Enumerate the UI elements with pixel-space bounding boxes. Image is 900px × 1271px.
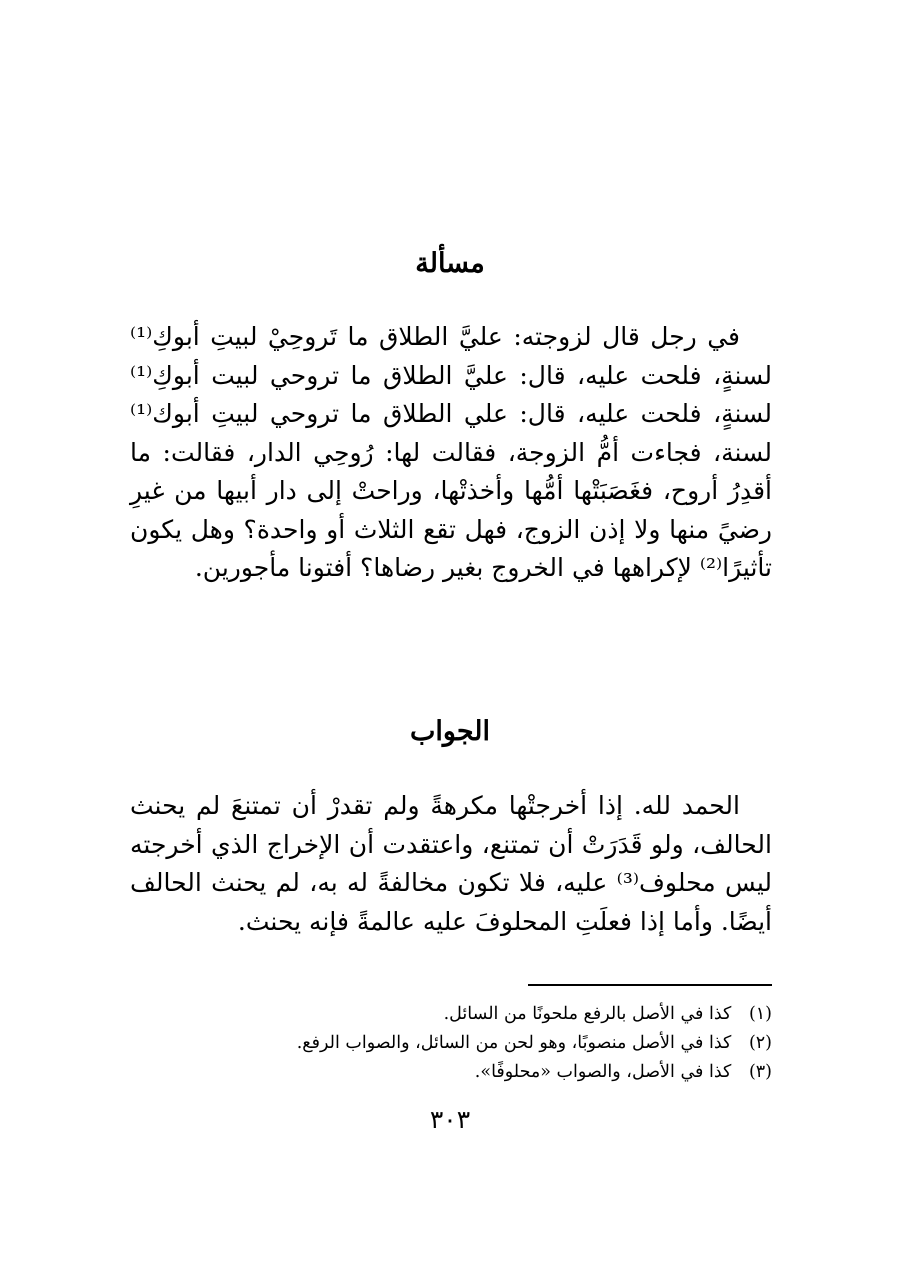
answer-paragraph: الحمد لله. إذا أخرجتْها مكرهةً ولم تقدرْ أن تمتنعَ لم يحنث الحالف، ولو قَدَرَتْ أن تمتنع، واعتقدت أن الإخراج الذي أخرجته ليس محلوف⁽³⁾ عليه، فلا تكون مخالفةً له به، لم يحنث الحالف أيضًا. وأما إذا فعلَتِ المحلوفَ عليه عالمةً فإنه يحنث. bbox=[130, 791, 772, 936]
footnotes-list bbox=[130, 1000, 772, 1087]
page-number: ٣٠٣ bbox=[429, 1105, 471, 1134]
answer-section bbox=[130, 787, 772, 941]
footnote-text: كذا في الأصل بالرفع ملحونًا من السائل. bbox=[443, 1004, 732, 1024]
question-heading: مسألة bbox=[415, 248, 485, 280]
question-paragraph: في رجل قال لزوجته: عليَّ الطلاق ما تَروحِيْ لبيتِ أبوكِ⁽¹⁾ لسنةٍ، فلحت عليه، قال: عليَّ الطلاق ما تروحي لبيت أبوكِ⁽¹⁾ لسنةٍ، فلحت عليه، قال: علي الطلاق ما تروحي لبيتِ أبوك⁽¹⁾ لسنة، فجاءت أمُّ الزوجة، فقالت لها: رُوحِي الدار، فقالت: ما أقدِرُ أروح، فغَصَبَتْها أمُّها وأخذتْها، وراحتْ إلى دار أبيها من غيرِ رضيً منها ولا إذن الزوج، فهل تقع الثلاث أو واحدة؟ وهل يكون تأثيرًا⁽²⁾ لإكراهها في الخروج بغير رضاها؟ أفتونا مأجورين. bbox=[130, 322, 772, 582]
footnote-number: (٣) bbox=[748, 1062, 772, 1082]
footnote-text: كذا في الأصل، والصواب «محلوفًا». bbox=[474, 1062, 732, 1082]
footnote-item bbox=[130, 1000, 772, 1029]
question-section bbox=[130, 318, 772, 588]
footnote-item bbox=[130, 1058, 772, 1087]
footnote-item bbox=[130, 1029, 772, 1058]
footnote-text: كذا في الأصل منصوبًا، وهو لحن من السائل، والصواب الرفع. bbox=[296, 1033, 732, 1053]
footnote-number: (٢) bbox=[748, 1033, 772, 1053]
footnote-number: (١) bbox=[748, 1004, 772, 1024]
footnote-divider bbox=[528, 984, 772, 986]
answer-heading: الجواب bbox=[409, 716, 491, 748]
